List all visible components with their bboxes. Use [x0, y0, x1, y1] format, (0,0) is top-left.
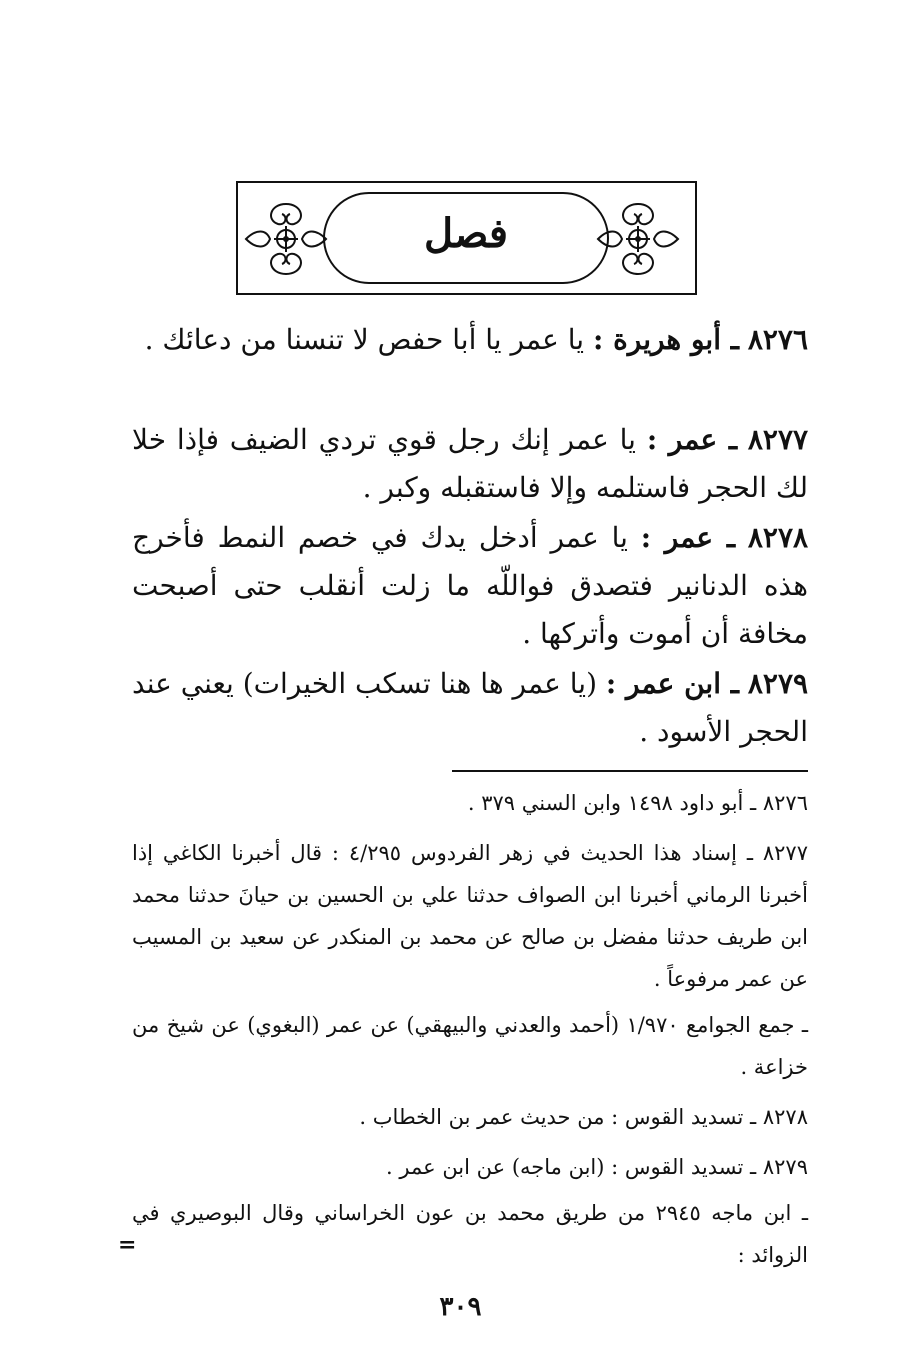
entry-number: ٨٢٧٦ [747, 323, 808, 356]
left-ornament-icon [240, 196, 332, 282]
entry-8279: ٨٢٧٩ ـ ابن عمر : (يا عمر ها هنا تسكب الخيرات) يعني عند الحجر الأسود . [132, 667, 809, 748]
entry-narrator: عمر : [646, 423, 718, 456]
section-heading: فصل [423, 210, 509, 257]
footnote-divider [452, 770, 808, 772]
entry-8276: ٨٢٧٦ ـ أبو هريرة : يا عمر يا أبا حفص لا تنسنا من دعائك . [144, 323, 808, 356]
entry-text: يا عمر يا أبا حفص لا تنسنا من دعائك . [144, 323, 585, 356]
entry-text: يا عمر إنك رجل قوي تردي الضيف فإذا خلا لك الحجر فاستلمه وإلا فاستقبله وكبر . [132, 423, 808, 504]
footnote: ـ ابن ماجه ٢٩٤٥ من طريق محمد بن عون الخراساني وقال البوصيري في الزوائد : [132, 1201, 808, 1267]
entry-text: (يا عمر ها هنا تسكب الخيرات) يعني عند الحجر الأسود . [132, 667, 808, 748]
entry-8278: ٨٢٧٨ ـ عمر : يا عمر أدخل يدك في خصم النمط فأخرج هذه الدنانير فتصدق فواللّه ما زلت أنقلب حتى أصبحت مخافة أن أموت وأتركها . [132, 521, 809, 650]
footnote: ـ جمع الجوامع ١/٩٧٠ (أحمد والعدني والبيهقي) عن عمر (البغوي) عن شيخ من خزاعة . [132, 1013, 808, 1079]
entry-number: ٨٢٧٨ [747, 521, 809, 554]
entry-narrator: ابن عمر : [605, 667, 721, 700]
entry-text: يا عمر أدخل يدك في خصم النمط فأخرج هذه الدنانير فتصدق فواللّه ما زلت أنقلب حتى أصبحت مخافة أن أموت وأتركها . [132, 521, 808, 650]
page-number: ٣٠٩ [439, 1292, 482, 1322]
entry-number: ٨٢٧٧ [747, 423, 809, 456]
footnote: ٨٢٧٩ ـ تسديد القوس : (ابن ماجه) عن ابن عمر . [386, 1155, 808, 1179]
continuation-mark: = [118, 1232, 137, 1258]
entry-narrator: أبو هريرة : [592, 323, 721, 356]
footnote: ٨٢٧٨ ـ تسديد القوس : من حديث عمر بن الخطاب . [359, 1105, 808, 1129]
footnote: ٨٢٧٦ ـ أبو داود ١٤٩٨ وابن السني ٣٧٩ . [467, 791, 808, 815]
entry-8277: ٨٢٧٧ ـ عمر : يا عمر إنك رجل قوي تردي الضيف فإذا خلا لك الحجر فاستلمه وإلا فاستقبله وكبر . [132, 423, 809, 504]
footnote: ٨٢٧٧ ـ إسناد هذا الحديث في زهر الفردوس ٤/٢٩٥ : قال أخبرنا الكاغي إذا أخبرنا الرماني أخبرنا ابن الصواف حدثنا علي بن الحسين بن حيانَ حدثنا محمد ابن طريف حدثنا مفضل بن صالح عن محمد بن المنكدر عن سعيد بن المسيب عن عمر مرفوعاً . [132, 841, 808, 991]
entry-number: ٨٢٧٩ [747, 667, 809, 700]
entry-narrator: عمر : [640, 521, 714, 554]
